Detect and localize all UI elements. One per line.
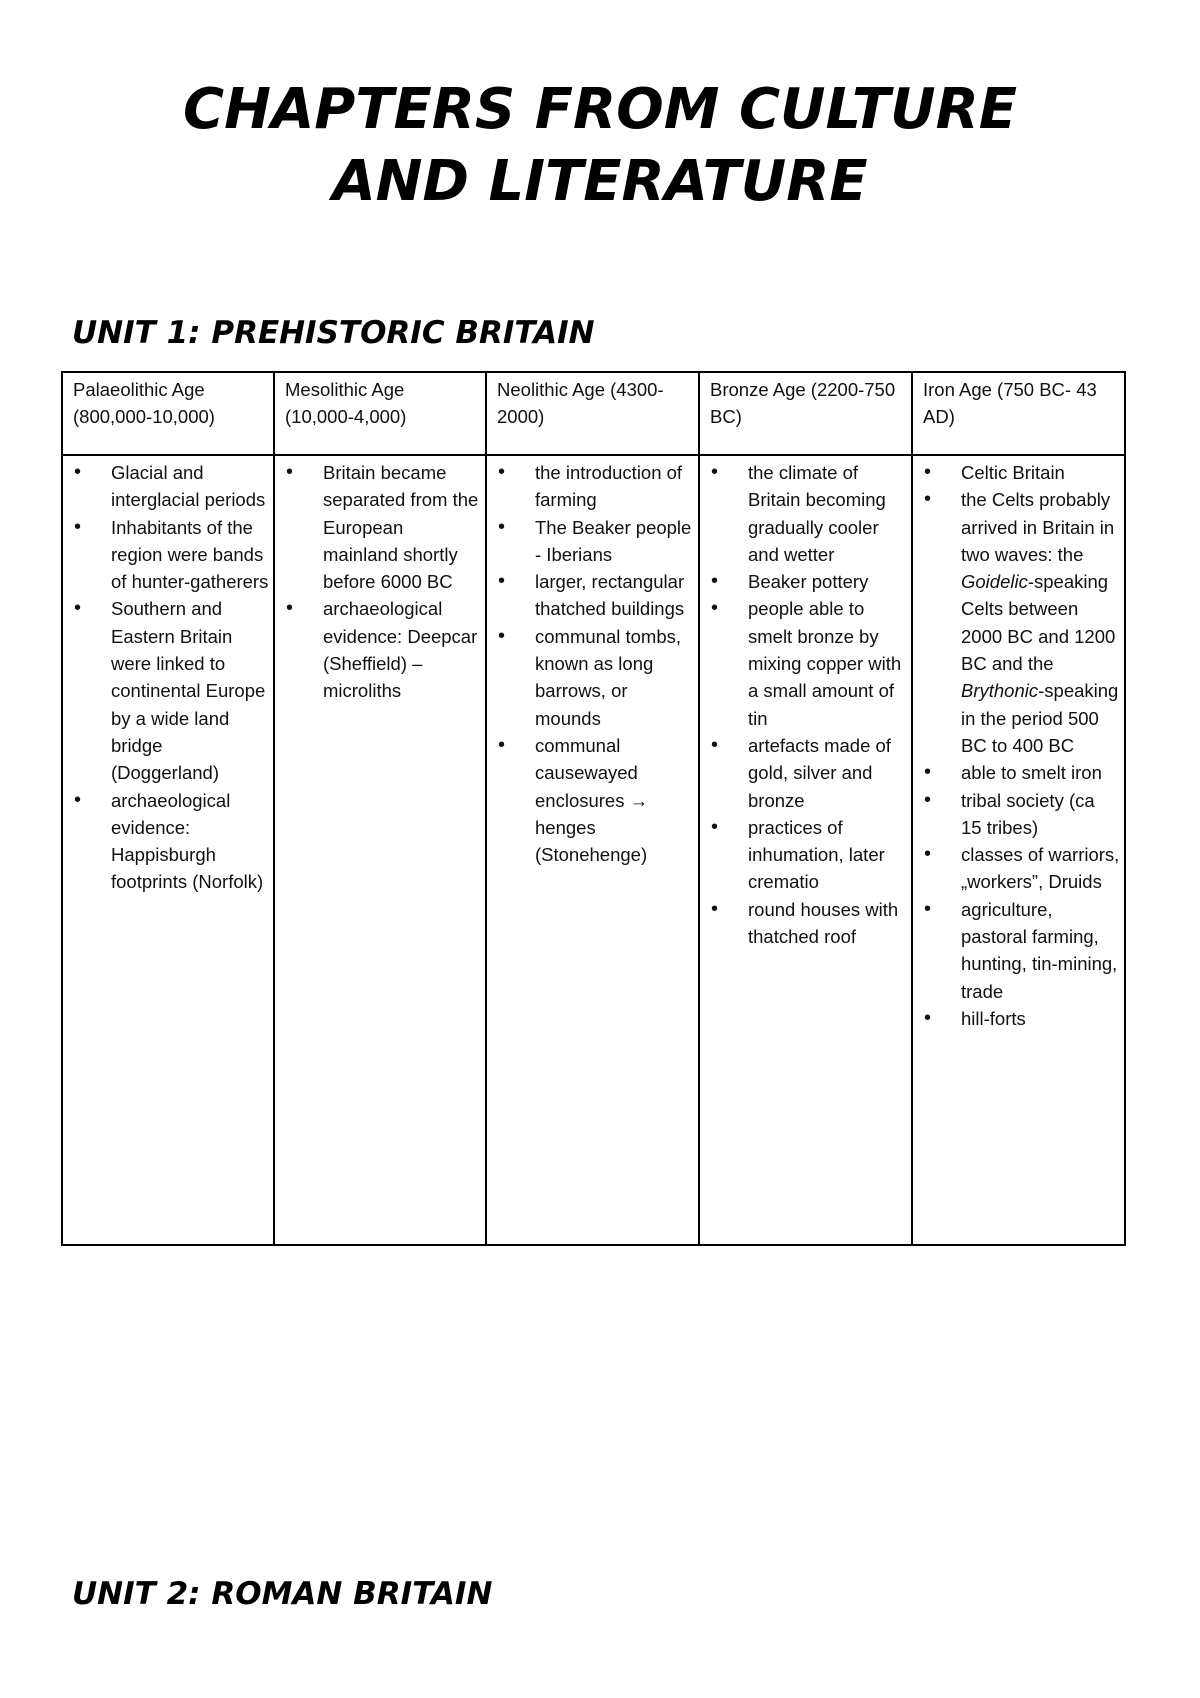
document-title bbox=[0, 74, 1200, 218]
text-run-italic: Goidelic bbox=[961, 571, 1028, 593]
document-title-line-2: AND LITERATURE bbox=[332, 149, 868, 214]
cell-iron bbox=[912, 455, 1125, 1245]
list-item: • Beaker pottery bbox=[748, 568, 907, 595]
list-item: • practices of inhumation, later crematio bbox=[748, 814, 907, 896]
list-item: • people able to smelt bronze by mixing copper with a small amount of tin bbox=[748, 595, 907, 731]
list-item: • the climate of Britain becoming gradually cooler and wetter bbox=[748, 459, 907, 568]
header-mesolithic-age: Mesolithic Age (10,000-4,000) bbox=[274, 372, 486, 455]
list-item: • The Beaker people - Iberians bbox=[535, 514, 694, 569]
list-item: • archaeological evidence: Happisburgh footprints (Norfolk) bbox=[111, 787, 269, 896]
list-item bbox=[961, 486, 1120, 759]
neolithic-list bbox=[487, 459, 694, 868]
cell-palaeolithic bbox=[62, 455, 274, 1245]
list-item: • larger, rectangular thatched buildings bbox=[535, 568, 694, 623]
list-item: • Southern and Eastern Britain were linked to continental Europe by a wide land bridge (Doggerland) bbox=[111, 595, 269, 786]
text-run: -speaking in the period 500 BC to 400 BC bbox=[961, 680, 1119, 756]
palaeolithic-list bbox=[63, 459, 269, 896]
text-run: the Celts probably arrived in Britain in two waves: the bbox=[961, 489, 1115, 565]
list-item: • hill-forts bbox=[961, 1005, 1120, 1032]
header-neolithic-age: Neolithic Age (4300-2000) bbox=[486, 372, 699, 455]
text-run: -speaking Celts between 2000 BC and 1200 BC and the bbox=[961, 571, 1116, 675]
list-item: • archaeological evidence: Deepcar (Sheffield) – microliths bbox=[323, 595, 481, 704]
list-item: • the introduction of farming bbox=[535, 459, 694, 514]
unit-2-heading: UNIT 2: ROMAN BRITAIN bbox=[72, 1576, 493, 1612]
mesolithic-list bbox=[275, 459, 481, 705]
header-palaeolithic-age: Palaeolithic Age (800,000-10,000) bbox=[62, 372, 274, 455]
list-item: • Celtic Britain bbox=[961, 459, 1120, 486]
list-item: • agriculture, pastoral farming, hunting, tin-mining, trade bbox=[961, 896, 1120, 1005]
cell-neolithic bbox=[486, 455, 699, 1245]
list-item: • able to smelt iron bbox=[961, 759, 1120, 786]
list-item: • Glacial and interglacial periods bbox=[111, 459, 269, 514]
table-header-row bbox=[62, 372, 1125, 455]
document-title-line-1: CHAPTERS FROM CULTURE bbox=[183, 77, 1017, 142]
cell-bronze bbox=[699, 455, 912, 1245]
prehistoric-ages-table bbox=[61, 371, 1126, 1246]
list-item: • tribal society (ca 15 tribes) bbox=[961, 787, 1120, 842]
cell-mesolithic bbox=[274, 455, 486, 1245]
list-item: • artefacts made of gold, silver and bronze bbox=[748, 732, 907, 814]
table-content-row bbox=[62, 455, 1125, 1245]
list-item: • communal causewayed enclosures → henges (Stonehenge) bbox=[535, 732, 694, 868]
text-run-italic: Brythonic bbox=[961, 680, 1039, 702]
header-iron-age: Iron Age (750 BC- 43 AD) bbox=[912, 372, 1125, 455]
bronze-list bbox=[700, 459, 907, 950]
iron-list bbox=[913, 459, 1120, 1032]
list-item: • Britain became separated from the European mainland shortly before 6000 BC bbox=[323, 459, 481, 595]
list-item: • communal tombs, known as long barrows, or mounds bbox=[535, 623, 694, 732]
unit-1-heading: UNIT 1: PREHISTORIC BRITAIN bbox=[72, 315, 595, 351]
list-item: • classes of warriors, „workers”, Druids bbox=[961, 841, 1120, 896]
list-item: • Inhabitants of the region were bands of hunter-gatherers bbox=[111, 514, 269, 596]
list-item: • round houses with thatched roof bbox=[748, 896, 907, 951]
header-bronze-age: Bronze Age (2200-750 BC) bbox=[699, 372, 912, 455]
